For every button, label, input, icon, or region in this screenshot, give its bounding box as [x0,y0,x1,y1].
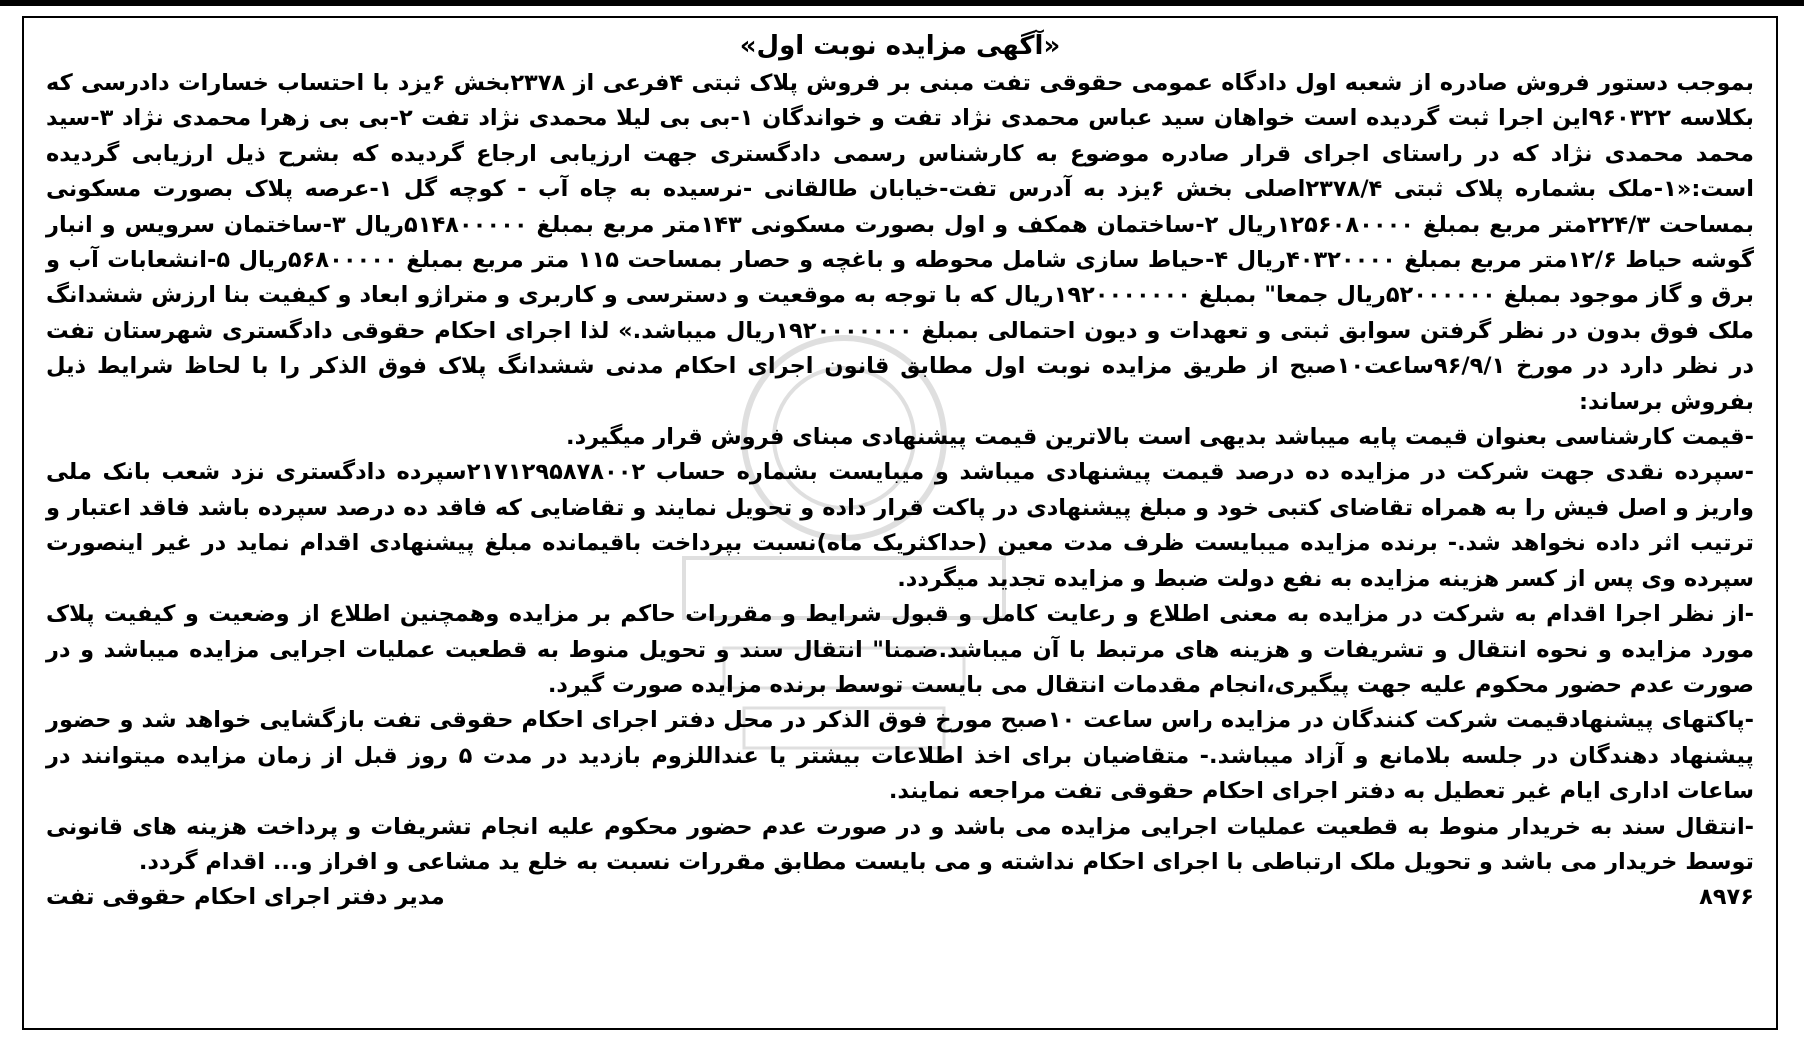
auction-notice [22,16,1778,1030]
notice-paragraph-condition-deposit: -سپرده نقدی جهت شرکت در مزایده ده درصد قیمت پیشنهادی میباشد و میبایست بشماره حساب ۲۱۷۱۲۹۵۸۷۸۰۰۲سپرده دادگستری نزد شعب بانک ملی واریز و اصل فیش را به همراه تقاضای کتبی خود و مبلغ پیشنهادی در پاکت قرار داده و تحویل نمایند و تقاضایی که فاقد ده درصد سپرده باشد فاقد اعتبار و ترتیب اثر داده نخواهد شد.- برنده مزایده میبایست ظرف مدت معین (حداکثریک ماه)نسبت بپرداخت باقیمانده مبلغ پیشنهادی اقدام نماید در غیر اینصورت سپرده وی پس از کسر هزینه مزایده به نفع دولت ضبط و مزایده تجدید میگردد. [46,459,1755,592]
notice-paragraph-condition-opening: -پاکتهای پیشنهادقیمت شرکت کنندگان در مزایده راس ساعت ۱۰صبح مورخ فوق الذکر در محل دفتر اجرای احکام حقوقی تفت بازگشایی خواهد شد و حضور پیشنهاد دهندگان در جلسه بلامانع و آزاد میباشد.- متقاضیان برای اخذ اطلاعات بیشتر یا عنداللزوم بازدید در مدت ۵ روز قبل از زمان مزایده میتوانند در ساعات اداری ایام غیر تعطیل به دفتر اجرای احکام حقوقی تفت مراجعه نمایند. [46,707,1755,805]
notice-title: «آگهی مزایده نوبت اول» [739,31,1061,61]
notice-paragraph-condition-price: -قیمت کارشناسی بعنوان قیمت پایه میباشد بدیهی است بالاترین قیمت پیشنهادی مبنای فروش قرار میگیرد. [566,424,1754,451]
notice-paragraph-intro: بموجب دستور فروش صادره از شعبه اول دادگاه عمومی حقوقی تفت مبنی بر فروش پلاک ثبتی ۴فرعی از ۲۳۷۸بخش ۶یزد با احتساب خسارات دادرسی که بکلاسه ۹۶۰۳۲۲این اجرا ثبت گردیده است خواهان سید عباس محمدی نژاد تفت و خواندگان ۱-بی بی لیلا محمدی نژاد تفت ۲-بی بی زهرا محمدی نژاد ۳-سید محمد محمدی نژاد که در راستای اجرای قرار صادره موضوع به کارشناس رسمی دادگستری جهت ارزیابی ارجاع گردیده که بشرح ذیل ارزیابی گردیده است:«۱-ملک بشماره پلاک ثبتی ۲۳۷۸/۴اصلی بخش ۶یزد به آدرس تفت-خیابان طالقانی -نرسیده به چاه آب - کوچه گل ۱-عرصه پلاک بصورت مسکونی بمساحت ۲۲۴/۳متر مربع بمبلغ ۱۲۵۶۰۸۰۰۰۰ریال ۲-ساختمان همکف و اول بصورت مسکونی ۱۴۳متر مربع بمبلغ ۵۱۴۸۰۰۰۰۰ریال ۳-ساختمان سرویس و انبار گوشه حیاط ۱۲/۶متر مربع بمبلغ ۴۰۳۲۰۰۰۰ریال ۴-حیاط سازی شامل محوطه و باغچه و حصار بمساحت ۱۱۵ متر مربع بمبلغ ۵۶۸۰۰۰۰۰ریال ۵-انشعابات آب و برق و گاز موجود بمبلغ ۵۲۰۰۰۰۰۰ریال جمعا" بمبلغ ۱۹۲۰۰۰۰۰۰۰ریال که با توجه به موقعیت و دسترسی و کاربری و متراژو ابعاد و کیفیت بنا ارزش ششدانگ ملک فوق بدون در نظر گرفتن سوابق ثبتی و تعهدات و دیون احتمالی بمبلغ ۱۹۲۰۰۰۰۰۰۰ریال میباشد.» لذا اجرای احکام حقوقی دادگستری شهرستان تفت در نظر دارد در مورخ ۹۶/۹/۱ساعت۱۰صبح از طریق مزایده نوبت اول مطابق قانون اجرای احکام مدنی ششدانگ پلاک فوق الذکر را با لحاظ شرایط ذیل بفروش برساند: [46,70,1754,415]
notice-paragraph-condition-transfer: -انتقال سند به خریدار منوط به قطعیت عملیات اجرایی مزایده می باشد و در صورت عدم حضور محکوم علیه انجام تشریفات و پرداخت هزینه های قانونی توسط خریدار می باشد و تحویل ملک ارتباطی با اجرای احکام نداشته و می بایست مطابق مقررات نسبت به خلع ید مشاعی و افراز و... اقدام گردد. [46,813,1754,875]
signature: مدیر دفتر اجرای احکام حقوقی تفت [46,884,445,911]
top-rule [0,0,1804,6]
notice-paragraph-condition-participation: -از نظر اجرا اقدام به شرکت در مزایده به معنی اطلاع و رعایت کامل و قبول شرایط و مقررات حاکم بر مزایده وهمچنین اطلاع از وضعیت و کیفیت پلاک مورد مزایده و نحوه انتقال و تشریفات و هزینه های مرتبط با آن میباشد.ضمنا" انتقال سند و تحویل منوط به قطعیت عملیات اجرایی مزایده میباشد و در صورت عدم حضور محکوم علیه جهت پیگیری،انجام مقدمات انتقال می بایست توسط برنده مزایده صورت گیرد. [46,601,1754,698]
notice-code: ۸۹۷۶ [1699,884,1754,911]
signature-row [46,880,1754,915]
notice-body [46,66,1754,916]
